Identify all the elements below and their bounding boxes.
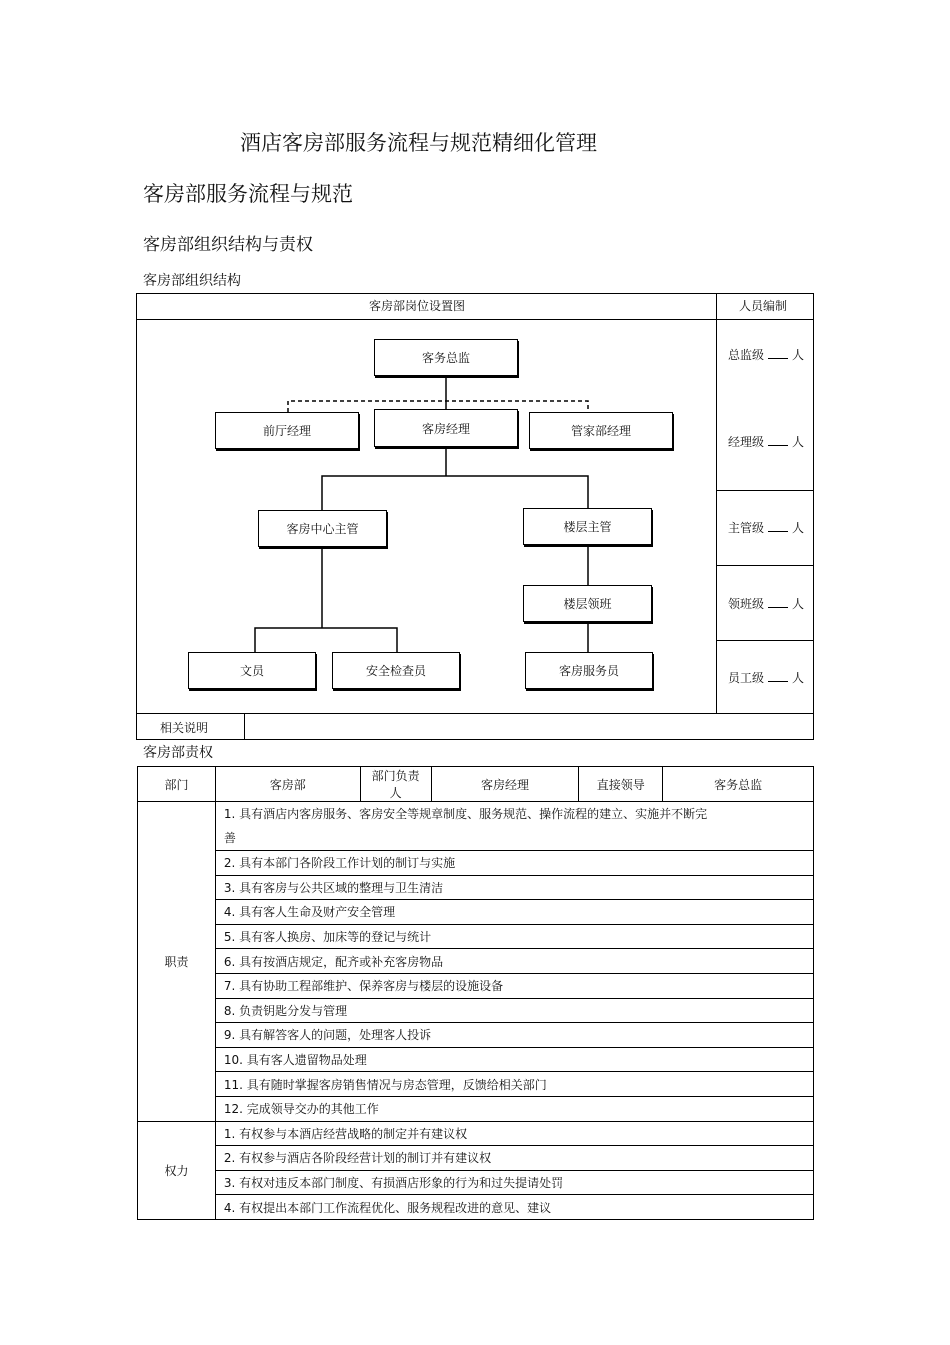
node-center-supervisor: 客房中心主管 (258, 510, 387, 547)
header-leader-value: 客务总监 (663, 767, 814, 802)
power-item: 2. 有权参与酒店各阶段经营计划的制订并有建议权 (215, 1146, 813, 1171)
header-head-value: 客房经理 (431, 767, 579, 802)
duty-item: 8. 负责钥匙分发与管理 (215, 998, 813, 1023)
table-row (138, 924, 814, 949)
document-title: 酒店客房部服务流程与规范精细化管理 (240, 131, 597, 155)
node-housekeeping-manager: 客房经理 (374, 409, 518, 447)
duty-item: 7. 具有协助工程部维护、保养客房与楼层的设施设备 (215, 973, 813, 998)
header-dept-label: 部门 (138, 767, 216, 802)
duty-item: 3. 具有客房与公共区域的整理与卫生清洁 (215, 875, 813, 900)
duty-item: 10. 具有客人遗留物品处理 (215, 1047, 813, 1072)
table-row (138, 973, 814, 998)
heading-rights: 客房部责权 (143, 745, 213, 761)
rights-table (137, 766, 814, 1220)
node-front-office-manager: 前厅经理 (215, 412, 359, 449)
power-item: 1. 有权参与本酒店经营战略的制定并有建议权 (215, 1121, 813, 1146)
table-row (138, 802, 814, 851)
powers-label: 权力 (138, 1121, 216, 1219)
table-row (138, 1121, 814, 1146)
table-row (138, 851, 814, 876)
duty-item: 9. 具有解答客人的问题，处理客人投诉 (215, 1023, 813, 1048)
node-director: 客务总监 (374, 339, 518, 376)
node-floor-supervisor: 楼层主管 (523, 508, 652, 545)
duty-item: 2. 具有本部门各阶段工作计划的制订与实施 (215, 851, 813, 876)
heading-org-and-rights: 客房部组织结构与责权 (143, 235, 313, 255)
duties-label: 职责 (138, 802, 216, 1122)
table-row (138, 1047, 814, 1072)
org-chart-header: 客房部岗位设置图 (369, 299, 466, 313)
heading-org-structure: 客房部组织结构 (143, 273, 241, 289)
table-row (138, 1023, 814, 1048)
rights-table-header (138, 767, 814, 802)
table-row (138, 1072, 814, 1097)
table-row (138, 900, 814, 925)
staff-level-captain: 领班级 人 (728, 597, 805, 611)
duty-item: 6. 具有按酒店规定，配齐或补充客房物品 (215, 949, 813, 974)
power-item: 4. 有权提出本部门工作流程优化、服务规程改进的意见、建议 (215, 1195, 813, 1220)
notes-label: 相关说明 (160, 721, 209, 735)
table-row (138, 949, 814, 974)
staff-level-supervisor: 主管级 人 (728, 521, 805, 535)
node-clerk: 文员 (188, 652, 316, 689)
staff-level-director: 总监级 人 (728, 348, 805, 362)
table-row (138, 875, 814, 900)
node-safety-inspector: 安全检查员 (332, 652, 460, 689)
table-row (138, 1195, 814, 1220)
table-row (138, 998, 814, 1023)
staff-level-manager: 经理级 人 (728, 435, 805, 449)
table-row (138, 1146, 814, 1171)
node-room-attendant: 客房服务员 (525, 652, 653, 689)
duty-item: 5. 具有客人换房、加床等的登记与统计 (215, 924, 813, 949)
node-butler-manager: 管家部经理 (529, 412, 673, 449)
table-row (138, 1170, 814, 1195)
duty-item: 4. 具有客人生命及财产安全管理 (215, 900, 813, 925)
duty-item: 12. 完成领导交办的其他工作 (215, 1096, 813, 1121)
node-floor-captain: 楼层领班 (523, 585, 652, 622)
header-head-label: 部门负责人 (360, 767, 431, 802)
power-item: 3. 有权对违反本部门制度、有损酒店形象的行为和过失提请处罚 (215, 1170, 813, 1195)
duty-item: 1. 具有酒店内客房服务、客房安全等规章制度、服务规范、操作流程的建立、实施并不断完 善 (215, 802, 813, 851)
staff-level-employee: 员工级 人 (728, 671, 805, 685)
staffing-header: 人员编制 (739, 299, 788, 313)
header-dept-value: 客房部 (215, 767, 360, 802)
header-leader-label: 直接领导 (579, 767, 663, 802)
duty-item: 11. 具有随时掌握客房销售情况与房态管理，反馈给相关部门 (215, 1072, 813, 1097)
table-row (138, 1096, 814, 1121)
heading-service-flow: 客房部服务流程与规范 (143, 182, 353, 206)
